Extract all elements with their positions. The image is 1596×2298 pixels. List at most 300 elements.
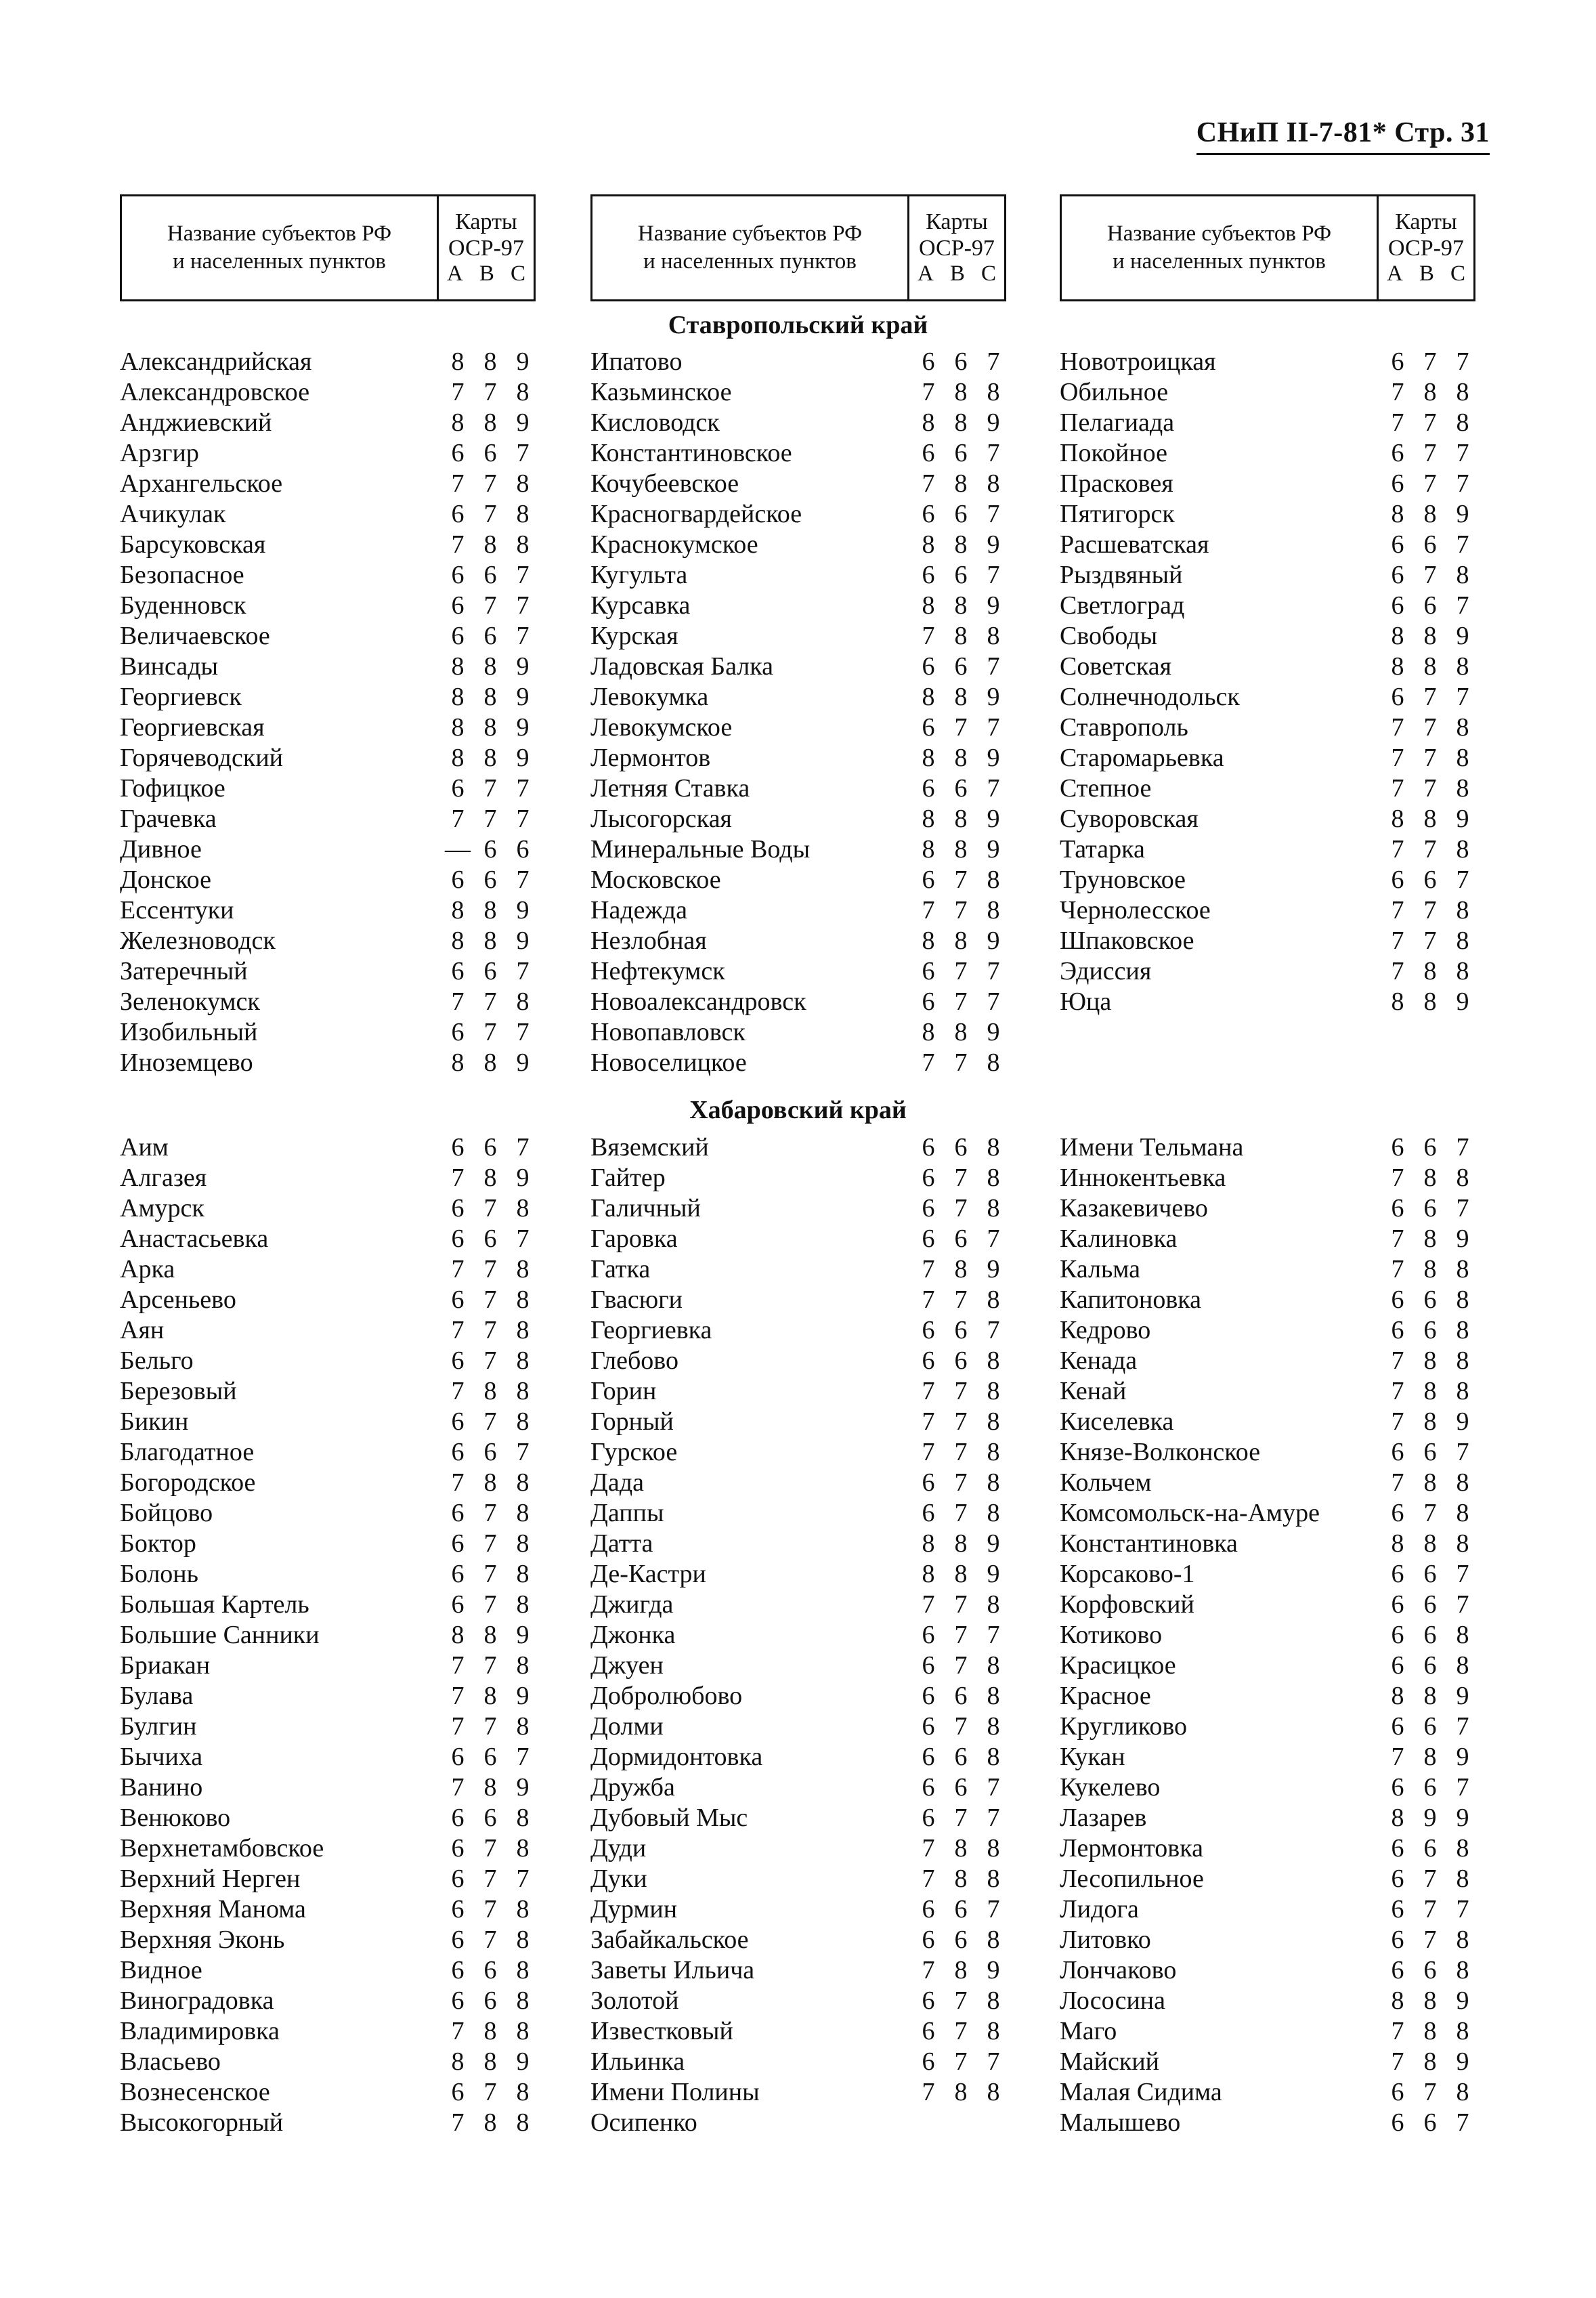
settlement-name: Горин [590, 1377, 657, 1405]
settlement-name: Кедрово [1060, 1316, 1151, 1344]
table-row [590, 1407, 1010, 1437]
settlement-name: Анджиевский [120, 408, 272, 437]
value-a: 6 [922, 1682, 935, 1710]
settlement-name: Амурск [120, 1194, 204, 1222]
table-row [590, 347, 1010, 377]
table-row [1060, 438, 1480, 469]
value-b: 8 [954, 530, 968, 559]
value-c: 8 [1456, 652, 1469, 681]
value-c: 7 [516, 866, 530, 894]
settlement-name: Галичный [590, 1194, 701, 1222]
table-row [120, 1559, 540, 1590]
settlement-name: Надежда [590, 896, 687, 924]
value-b: 6 [954, 561, 968, 589]
value-a: 6 [451, 622, 465, 650]
value-c: 9 [1456, 1682, 1469, 1710]
settlement-name: Лермонтов [590, 744, 711, 772]
table-row [590, 926, 1010, 956]
value-c: 8 [516, 1590, 530, 1619]
value-c: 8 [987, 2078, 1000, 2106]
value-b: 6 [1423, 1834, 1437, 1863]
value-b: 7 [954, 1621, 968, 1649]
value-b: 8 [483, 408, 497, 437]
header-maps-line2: ОСР-97 [448, 236, 524, 261]
table-row [590, 987, 1010, 1017]
value-c: 9 [1456, 805, 1469, 833]
page-header: СНиП II-7-81* Стр. 31 [1196, 116, 1490, 155]
value-a: 6 [1391, 469, 1404, 498]
value-c: 8 [516, 1925, 530, 1954]
settlement-name: Минеральные Воды [590, 835, 811, 864]
value-a: 6 [922, 713, 935, 742]
value-a: 7 [1391, 835, 1404, 864]
value-b: 8 [483, 2017, 497, 2045]
table-row [120, 1894, 540, 1925]
value-b: 6 [954, 1773, 968, 1802]
value-a: 6 [451, 1499, 465, 1527]
value-b: 7 [954, 1285, 968, 1314]
value-b: 7 [1423, 835, 1437, 864]
value-c: 9 [516, 1164, 530, 1192]
table-row [120, 499, 540, 530]
settlement-name: Краснокумское [590, 530, 758, 559]
value-b: 7 [954, 1499, 968, 1527]
settlement-name: Владимировка [120, 2017, 280, 2045]
value-a: 6 [1391, 1712, 1404, 1741]
value-a: 6 [1391, 1438, 1404, 1466]
table-row [1060, 499, 1480, 530]
value-b: 8 [1423, 1346, 1437, 1375]
value-c: 7 [1456, 1133, 1469, 1162]
table-row [1060, 1285, 1480, 1315]
value-b: 7 [1423, 561, 1437, 589]
settlement-name: Джигда [590, 1590, 674, 1619]
value-c: 7 [1456, 347, 1469, 376]
value-c: 8 [1456, 2017, 1469, 2045]
value-a: 8 [922, 408, 935, 437]
value-c: 8 [516, 1651, 530, 1680]
table-row [590, 1651, 1010, 1681]
settlement-name: Дубовый Мыс [590, 1804, 748, 1832]
value-a: 6 [1391, 1316, 1404, 1344]
value-a: 8 [1391, 987, 1404, 1016]
value-c: 7 [516, 1438, 530, 1466]
value-a: 8 [1391, 1804, 1404, 1832]
settlement-name: Дивное [120, 835, 202, 864]
value-b: 6 [1423, 1956, 1437, 1984]
table-row [1060, 743, 1480, 773]
value-c: 8 [516, 1499, 530, 1527]
value-c: 8 [516, 469, 530, 498]
settlement-name: Красицкое [1060, 1651, 1176, 1680]
value-b: 6 [954, 1743, 968, 1771]
value-a: 8 [451, 2047, 465, 2076]
value-a: 8 [922, 744, 935, 772]
value-a: 7 [451, 987, 465, 1016]
table-row [120, 1925, 540, 1955]
value-c: 8 [987, 622, 1000, 650]
settlement-name: Осипенко [590, 2108, 697, 2137]
value-c: 8 [516, 1377, 530, 1405]
value-b: 8 [1423, 2017, 1437, 2045]
value-a: 6 [1391, 1194, 1404, 1222]
value-c: 7 [987, 987, 1000, 1016]
table-row [120, 2108, 540, 2138]
value-a: 7 [451, 1712, 465, 1741]
value-a: 7 [451, 1773, 465, 1802]
value-c: 8 [1456, 1834, 1469, 1863]
value-c: 9 [1456, 500, 1469, 528]
table-row [1060, 865, 1480, 895]
table-header [1060, 194, 1475, 301]
table-row [1060, 1711, 1480, 1742]
value-b: 8 [1423, 378, 1437, 406]
value-a: 7 [1391, 744, 1404, 772]
table-row [590, 1986, 1010, 2016]
settlement-name: Казьминское [590, 378, 732, 406]
settlement-name: Кукан [1060, 1743, 1125, 1771]
header-maps-line1: Карты [926, 209, 988, 234]
settlement-name: Степное [1060, 774, 1152, 803]
value-a: 7 [451, 1377, 465, 1405]
table-row [120, 1132, 540, 1163]
value-a: 8 [451, 652, 465, 681]
value-a: 6 [1391, 1560, 1404, 1588]
value-c: 7 [987, 957, 1000, 985]
value-b: 7 [1423, 2078, 1437, 2106]
table-row [120, 591, 540, 621]
table-row [120, 1407, 540, 1437]
settlement-name: Лесопильное [1060, 1865, 1204, 1893]
value-b: 7 [483, 1316, 497, 1344]
settlement-name: Новоселицкое [590, 1048, 747, 1077]
table-row [120, 347, 540, 377]
value-c: 7 [516, 1865, 530, 1893]
value-c: 7 [987, 1804, 1000, 1832]
value-a: 6 [451, 591, 465, 620]
value-c: 7 [1456, 2108, 1469, 2137]
value-c: 9 [1456, 1986, 1469, 2015]
value-b: 9 [1423, 1804, 1437, 1832]
value-a [912, 2108, 945, 2138]
settlement-name: Булава [120, 1682, 194, 1710]
table-row [120, 1620, 540, 1651]
table-row [120, 1955, 540, 1986]
value-c: 8 [1456, 744, 1469, 772]
value-a: 6 [451, 1560, 465, 1588]
value-a: 6 [1391, 1834, 1404, 1863]
settlement-name: Ачикулак [120, 500, 226, 528]
value-c: 8 [516, 500, 530, 528]
value-c: 8 [516, 1712, 530, 1741]
value-a: 7 [1391, 774, 1404, 803]
value-b: 6 [1423, 1194, 1437, 1222]
table-row [590, 834, 1010, 865]
value-c: 7 [1456, 1560, 1469, 1588]
value-c: 8 [516, 1316, 530, 1344]
value-c: 9 [516, 927, 530, 955]
table-row [590, 1193, 1010, 1224]
settlement-name: Известковый [590, 2017, 733, 2045]
settlement-name: Верхняя Манома [120, 1895, 306, 1923]
value-a: 6 [922, 500, 935, 528]
settlement-name: Затеречный [120, 957, 248, 985]
table-row [1060, 712, 1480, 743]
table-row [120, 652, 540, 682]
value-b: 8 [954, 1834, 968, 1863]
value-b: 7 [483, 1018, 497, 1046]
value-b: 7 [483, 774, 497, 803]
value-a: 6 [1391, 1925, 1404, 1954]
value-b: 8 [1423, 500, 1437, 528]
value-a: 6 [451, 439, 465, 467]
value-a: 6 [451, 774, 465, 803]
value-c: 8 [1456, 957, 1469, 985]
value-c: 7 [1456, 866, 1469, 894]
settlement-name: Лазарев [1060, 1804, 1147, 1832]
settlement-name: Алгазея [120, 1164, 207, 1192]
value-a: 7 [451, 2017, 465, 2045]
header-col-a: A [1387, 261, 1403, 286]
value-b: 7 [954, 1804, 968, 1832]
value-a: 6 [451, 1895, 465, 1923]
value-b: 7 [1423, 1895, 1437, 1923]
value-b: 7 [483, 1865, 497, 1893]
khabarovsk-column-3 [1060, 1132, 1480, 2138]
value-c: 7 [1456, 1438, 1469, 1466]
value-c: 9 [1456, 1225, 1469, 1253]
stavropol-column-3 [1060, 347, 1480, 1017]
value-c: 9 [1456, 1804, 1469, 1832]
value-a: 7 [451, 1255, 465, 1283]
value-b: 8 [483, 530, 497, 559]
value-b: 7 [954, 866, 968, 894]
value-b: 8 [954, 1865, 968, 1893]
settlement-name: Капитоновка [1060, 1285, 1202, 1314]
value-c: 8 [1456, 1529, 1469, 1558]
value-c: 8 [987, 1164, 1000, 1192]
value-a: 7 [451, 469, 465, 498]
value-c: 9 [516, 652, 530, 681]
value-b: 6 [483, 1225, 497, 1253]
value-b: 8 [483, 347, 497, 376]
table-row [1060, 956, 1480, 987]
settlement-name: Маго [1060, 2017, 1117, 2045]
settlement-name: Горный [590, 1407, 674, 1436]
value-c: 8 [987, 866, 1000, 894]
settlement-name: Левокумка [590, 683, 709, 711]
table-row [590, 591, 1010, 621]
section-title-khabarovsk: Хабаровский край [689, 1096, 907, 1124]
table-row [1060, 621, 1480, 652]
value-c: 7 [987, 1316, 1000, 1344]
settlement-name: Власьево [120, 2047, 221, 2076]
value-b: 6 [954, 347, 968, 376]
value-a: 7 [1391, 1346, 1404, 1375]
value-b: 8 [1423, 1164, 1437, 1192]
settlement-name: Суворовская [1060, 805, 1199, 833]
value-b: 6 [1423, 1590, 1437, 1619]
value-c: 8 [1456, 835, 1469, 864]
khabarovsk-column-2 [590, 1132, 1010, 2138]
khabarovsk-column-1 [120, 1132, 540, 2138]
value-c: 7 [1456, 1773, 1469, 1802]
settlement-name: Железноводск [120, 927, 276, 955]
header-name-cell [1062, 196, 1379, 299]
value-a: 6 [922, 1804, 935, 1832]
value-b: 8 [1423, 1377, 1437, 1405]
value-b: 8 [1423, 1529, 1437, 1558]
table-row [120, 895, 540, 926]
table-row [1060, 1864, 1480, 1894]
value-c: 7 [1456, 1895, 1469, 1923]
value-c: 7 [1456, 1194, 1469, 1222]
table-row [590, 1894, 1010, 1925]
settlement-name: Александровское [120, 378, 310, 406]
value-a: 6 [451, 1133, 465, 1162]
settlement-name: Верхний Нерген [120, 1865, 301, 1893]
table-row [1060, 682, 1480, 712]
value-b: 8 [483, 927, 497, 955]
settlement-name: Кальма [1060, 1255, 1140, 1283]
settlement-name: Расшеватская [1060, 530, 1209, 559]
value-c: 8 [516, 1895, 530, 1923]
value-a: 6 [1391, 1133, 1404, 1162]
table-row [120, 1193, 540, 1224]
value-a: 6 [451, 1956, 465, 1984]
table-row [1060, 560, 1480, 591]
value-a: 6 [451, 1018, 465, 1046]
table-row [1060, 1193, 1480, 1224]
value-a: 6 [1391, 1499, 1404, 1527]
settlement-name: Лысогорская [590, 805, 732, 833]
table-row [1060, 1132, 1480, 1163]
value-c: 9 [516, 896, 530, 924]
value-b: 7 [483, 1895, 497, 1923]
table-row [590, 1864, 1010, 1894]
settlement-name: Видное [120, 1956, 202, 1984]
settlement-name: Ессентуки [120, 896, 234, 924]
value-a: 7 [922, 2078, 935, 2106]
value-a: 7 [922, 622, 935, 650]
table-row [120, 1498, 540, 1529]
table-row [1060, 1833, 1480, 1864]
settlement-name: Архангельское [120, 469, 283, 498]
table-row [590, 1772, 1010, 1803]
value-a: 8 [451, 713, 465, 742]
value-c: 7 [1456, 469, 1469, 498]
settlement-name: Гаровка [590, 1225, 678, 1253]
value-b: 7 [954, 1468, 968, 1497]
value-c: 8 [1456, 1316, 1469, 1344]
value-c: 8 [1456, 378, 1469, 406]
settlement-name: Кругликово [1060, 1712, 1188, 1741]
table-row [120, 1742, 540, 1772]
settlement-name: Старомарьевка [1060, 744, 1224, 772]
table-row [1060, 1681, 1480, 1711]
value-b: 6 [483, 622, 497, 650]
table-row [590, 1437, 1010, 1468]
table-row [120, 469, 540, 499]
header-name-line2: и населенных пунктов [643, 249, 857, 274]
value-a: 8 [451, 683, 465, 711]
value-b: 8 [1423, 622, 1437, 650]
value-b: 8 [483, 713, 497, 742]
value-c: 8 [516, 1194, 530, 1222]
table-row [590, 1285, 1010, 1315]
value-a: 6 [922, 987, 935, 1016]
table-row [120, 1803, 540, 1833]
value-b: 8 [1423, 1682, 1437, 1710]
value-b: 7 [954, 1377, 968, 1405]
value-b: 8 [1423, 1407, 1437, 1436]
settlement-name: Бойцово [120, 1499, 213, 1527]
table-row [590, 956, 1010, 987]
value-c: 8 [987, 2017, 1000, 2045]
value-a: 6 [1391, 1865, 1404, 1893]
table-row [120, 1529, 540, 1559]
settlement-name: Гофицкое [120, 774, 225, 803]
value-b: 7 [1423, 408, 1437, 437]
settlement-name: Виноградовка [120, 1986, 274, 2015]
table-row [590, 1742, 1010, 1772]
header-maps-line1: Карты [455, 209, 517, 234]
table-row [1060, 1254, 1480, 1285]
value-b: 7 [483, 1925, 497, 1954]
table-row [1060, 2047, 1480, 2077]
value-c: 8 [1456, 896, 1469, 924]
value-c: 7 [987, 713, 1000, 742]
value-b: 8 [483, 1164, 497, 1192]
table-row [1060, 1346, 1480, 1376]
value-c: 9 [1456, 2047, 1469, 2076]
header-maps-line1: Карты [1395, 209, 1457, 234]
value-b: 7 [483, 1407, 497, 1436]
table-row [590, 621, 1010, 652]
table-row [120, 2016, 540, 2047]
value-c: 7 [987, 2047, 1000, 2076]
value-c: 7 [987, 500, 1000, 528]
table-row [590, 1132, 1010, 1163]
settlement-name: Арсеньево [120, 1285, 236, 1314]
value-c: 8 [987, 378, 1000, 406]
value-b: 6 [1423, 1712, 1437, 1741]
table-row [590, 499, 1010, 530]
value-c: 8 [516, 1468, 530, 1497]
value-a: 7 [922, 896, 935, 924]
settlement-name: Гвасюги [590, 1285, 683, 1314]
table-row [120, 804, 540, 834]
settlement-name: Изобильный [120, 1018, 258, 1046]
value-c: 7 [987, 1895, 1000, 1923]
table-row [590, 1833, 1010, 1864]
header-col-b: B [1419, 261, 1434, 286]
table-row [120, 1315, 540, 1346]
value-b: 6 [954, 1895, 968, 1923]
settlement-name: Курсавка [590, 591, 691, 620]
value-b: 7 [483, 805, 497, 833]
settlement-name: Кочубеевское [590, 469, 739, 498]
value-b: 6 [1423, 1133, 1437, 1162]
value-c: 8 [1456, 1651, 1469, 1680]
value-b [945, 2108, 977, 2138]
value-c: 8 [516, 1834, 530, 1863]
settlement-name: Аим [120, 1133, 169, 1162]
value-b: 7 [954, 957, 968, 985]
value-c: 7 [516, 1018, 530, 1046]
value-c: 7 [1456, 439, 1469, 467]
value-a: 6 [922, 1925, 935, 1954]
